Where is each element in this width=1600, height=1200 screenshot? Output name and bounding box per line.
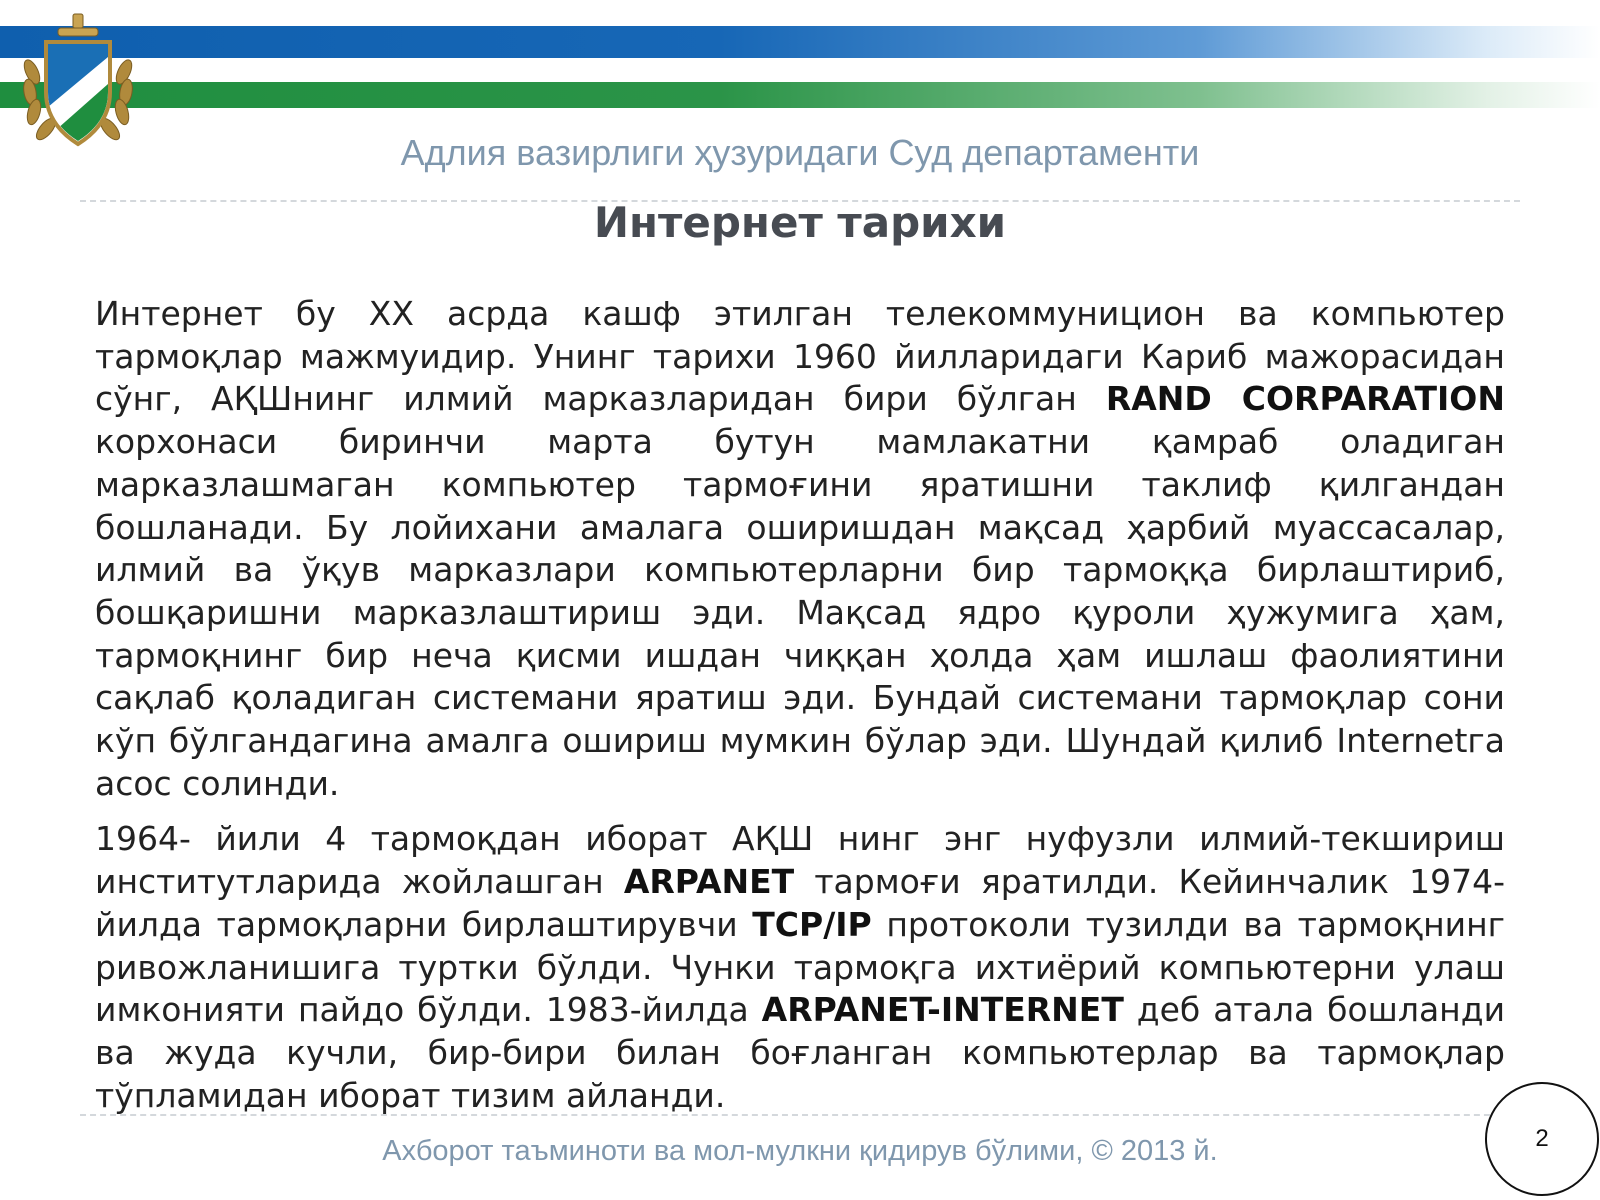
header-green-stripe bbox=[0, 82, 1600, 108]
page-number: 2 bbox=[1535, 1125, 1549, 1152]
paragraph-1-text-1: Интернет бу XX асрда кашф этилган телекоммуницион ва компьютер тармоқлар мажмуидир. Унинг тарихи 1960 йилларидаги Кариб мажорасидан сўнг, АҚШнинг илмий марказларидан бири бўлган bbox=[95, 294, 1505, 419]
paragraph-1-text-2: корхонаси биринчи марта бутун мамлакатни қамраб оладиган марказлашмаган компьютер тармоғини яратишни таклиф қилгандан бошланади. Бу лойихани амалага оширишдан мақсад ҳарбий муассасалар, илмий ва ўқув марказлари компьютерларни бир тармоққа бирлаштириб, бошқаришни марказлаштириш эди. Мақсад ядро қуроли ҳужумига ҳам, тармоқнинг бир неча қисми ишдан чиққан ҳолда ҳам ишлаш фаолиятини сақлаб қоладиган системани яратиш эди. Бундай системани тармоқлар сони кўп бўлгандагина амалга ошириш мумкин бўлар эди. Шундай қилиб Internetга асос солинди. bbox=[95, 422, 1505, 803]
paragraph-1-bold-1: RAND CORPARATION bbox=[1105, 379, 1505, 419]
paragraph-2-text-1: 1964- йили 4 тармоқдан иборат АҚШ нинг энг нуфузли илмий-текшириш институтларида жойлашган bbox=[95, 819, 1505, 902]
footer-text: Ахборот таъминоти ва мол-мулкни қидирув бўлими, © 2013 й. bbox=[382, 1135, 1218, 1167]
header-blue-stripe bbox=[0, 26, 1600, 58]
slide-title: Интернет тарихи bbox=[593, 198, 1007, 247]
paragraph-2 bbox=[95, 818, 1505, 1117]
paragraph-2-bold-2: TCP/IP bbox=[752, 904, 872, 944]
paragraph-1 bbox=[95, 293, 1505, 805]
organization-title: Адлия вазирлиги ҳузуридаги Суд департаменти bbox=[400, 132, 1200, 173]
paragraph-2-text-2: тармоғи яратилди. Кейинчалик 1974-йилда тармоқларни бирлаштирувчи bbox=[95, 862, 1505, 944]
paragraph-2-bold-1: ARPANET bbox=[623, 862, 795, 902]
paragraph-2-bold-3: ARPANET-INTERNET bbox=[761, 990, 1124, 1030]
paragraph-2-text-3: протоколи тузилди ва тармоқнинг ривожланишига туртки бўлди. Чунки тармоқга ихтиёрий компьютерни улаш имконияти пайдо бўлди. 1983-йилда bbox=[95, 904, 1506, 1030]
slide-content bbox=[95, 293, 1505, 1117]
page-number-badge bbox=[1485, 1082, 1599, 1196]
footer-divider bbox=[80, 1114, 1520, 1116]
paragraph-2-text-4: деб атала бошланди ва жуда кучли, бир-бири билан боғланган компьютерлар ва тармоқлар тўпламидан иборат тизим айланди. bbox=[95, 990, 1506, 1115]
